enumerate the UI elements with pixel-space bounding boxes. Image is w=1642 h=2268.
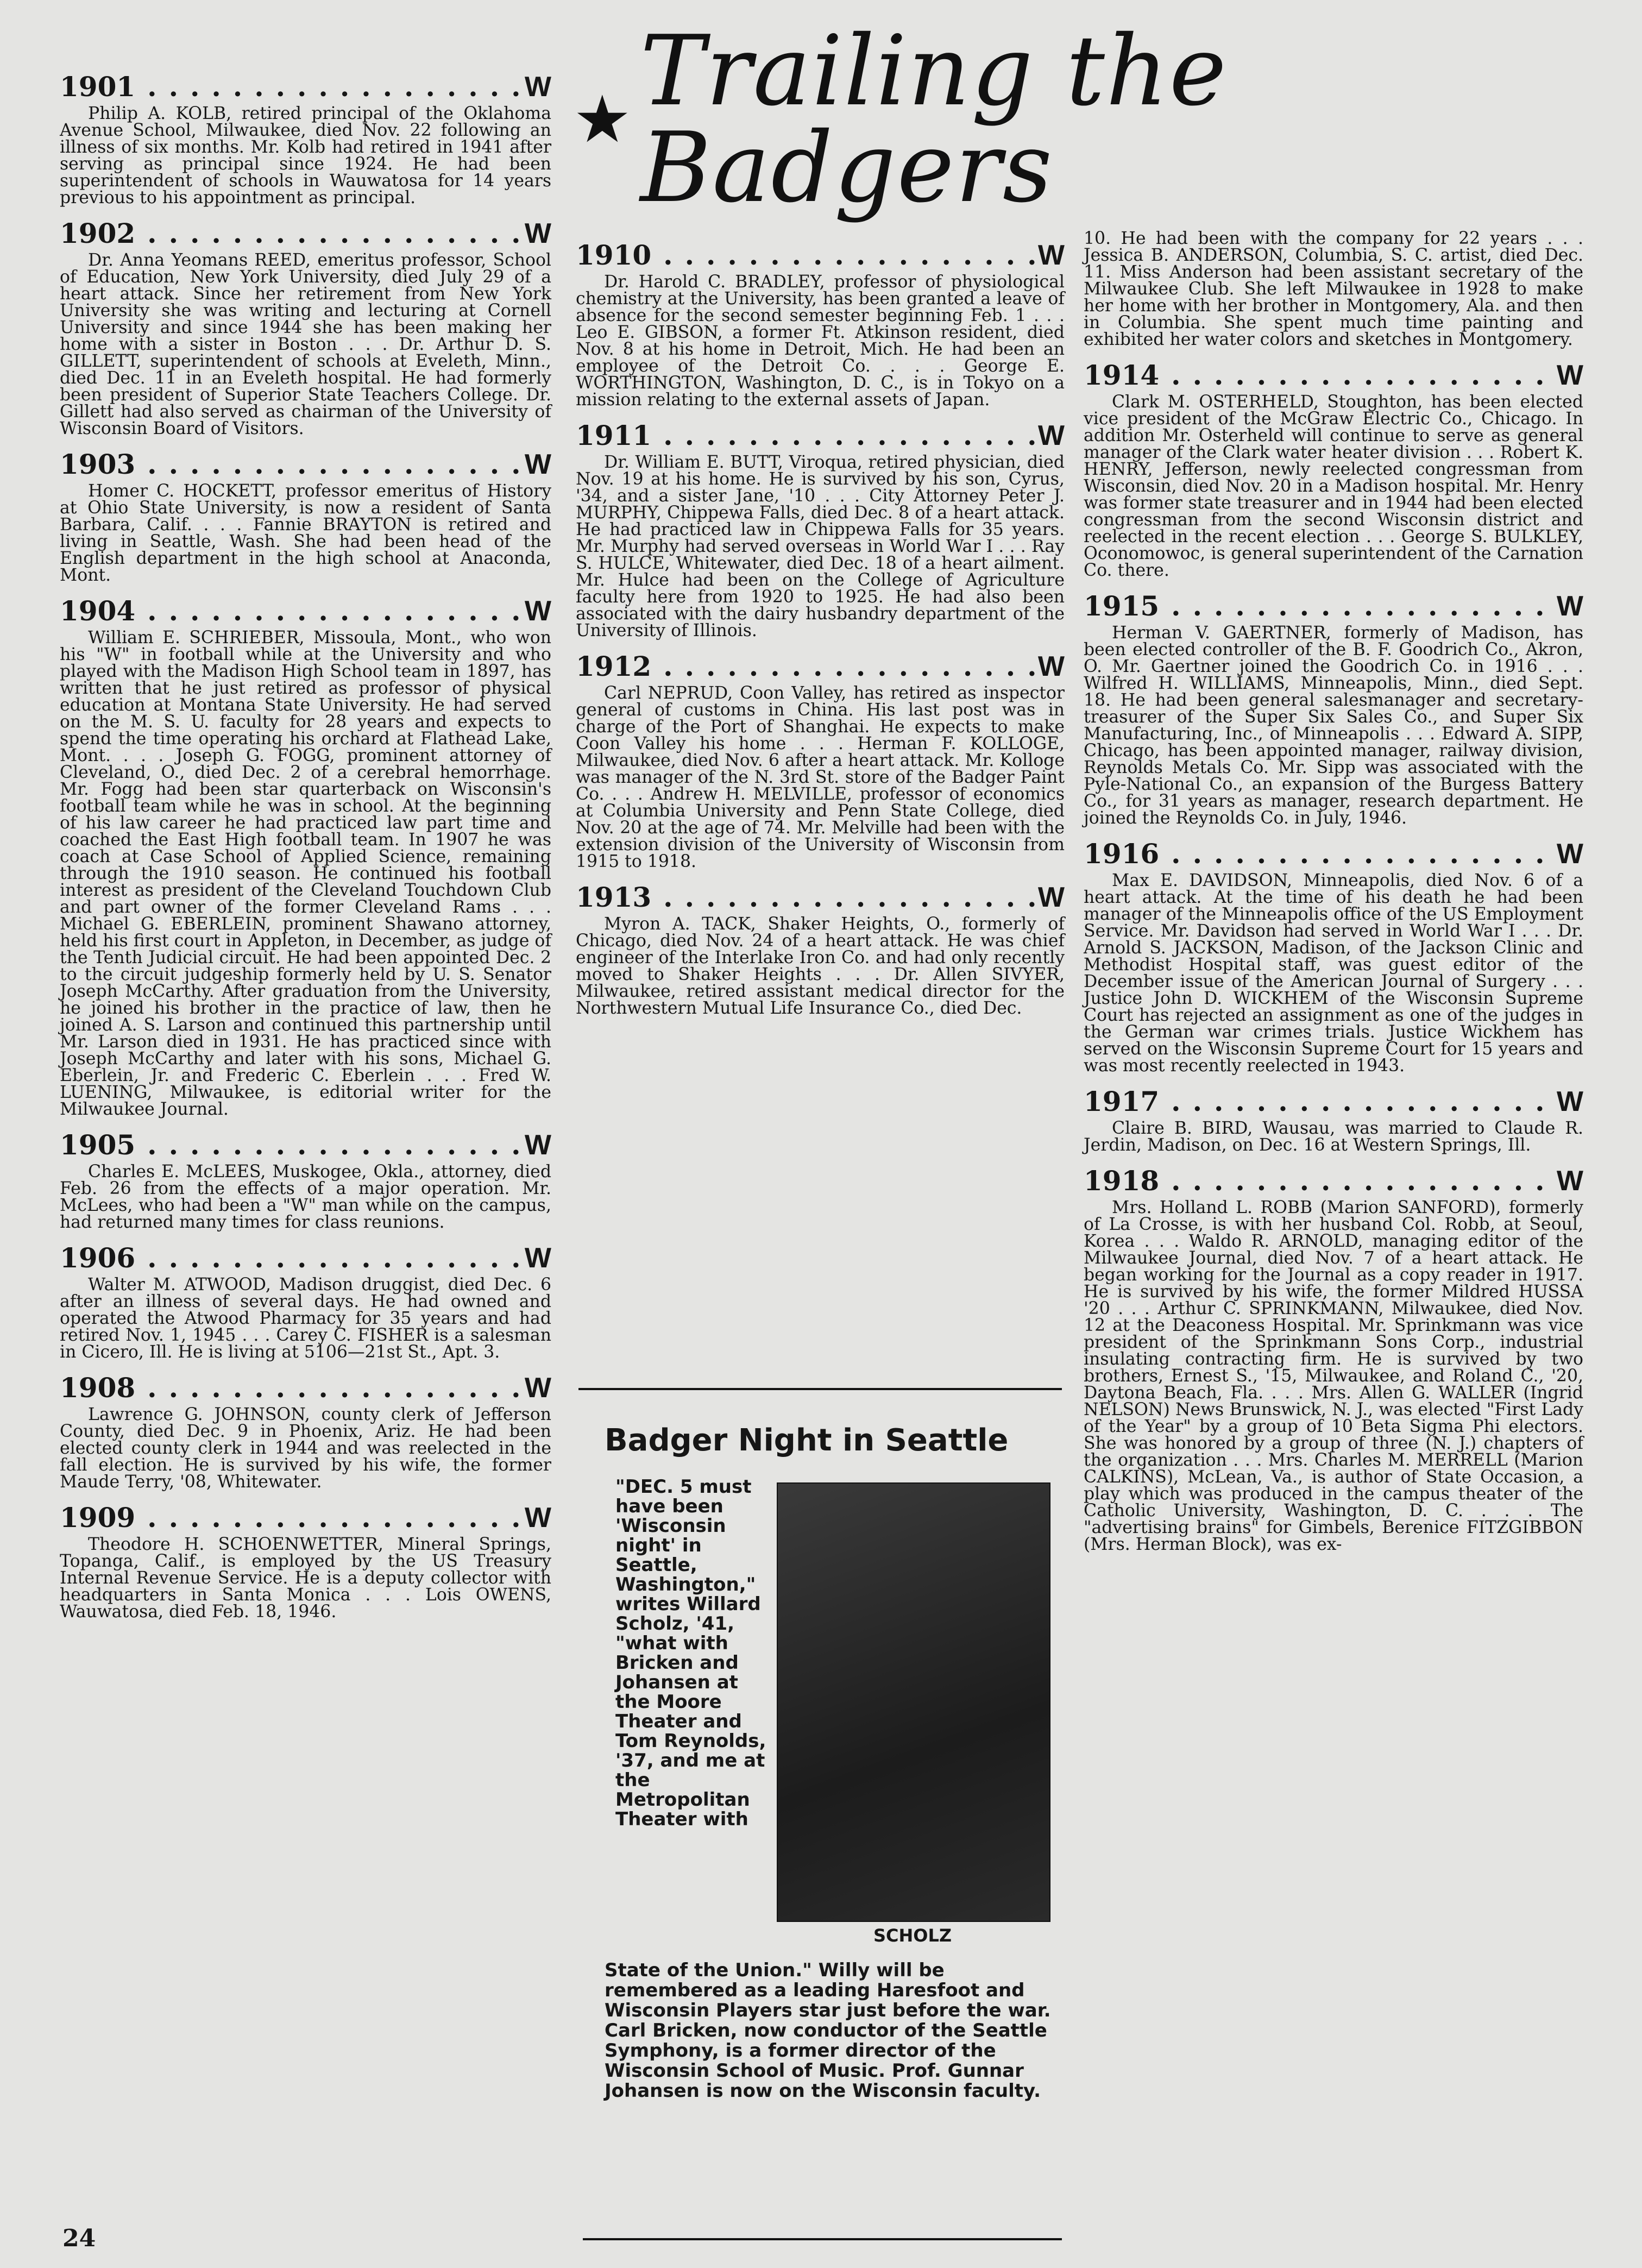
leader-dots: [651, 881, 1038, 914]
leader-dots: [651, 239, 1038, 272]
class-year: 1906: [60, 1242, 136, 1274]
page-number: 24: [62, 2225, 96, 2252]
sidebar-body-text: State of the Union." Willy will be remembered as a leading Haresfoot and Wisconsin Players star just before the war. Carl Bricken, now conductor of the Seattle Symphony, is a former director of the Wisconsin School of Music. Prof. Gunnar Johansen is now on the Wisconsin faculty.: [605, 1959, 1051, 2102]
class-year: 1912: [576, 650, 652, 682]
leader-dots: [135, 595, 525, 627]
w-mark: W: [524, 1242, 551, 1274]
class-year-heading: [60, 1372, 551, 1404]
class-year-heading: [60, 71, 551, 103]
alumni-note: Dr. Anna Yeomans REED, emeritus professor, School of Education, New York University, died July 29 of a heart attack. Since her retirement from New York University she was writing and lecturing at Cornell University and since 1944 she has been making her home with a sister in Boston . . . Dr. Arthur D. S. GILLETT, superintendent of schools at Eveleth, Minn., died Dec. 11 in an Eveleth hospital. He had formerly been president of Superior State Teachers College. Dr. Gillett had also served as chairman of the University of Wisconsin Board of Visitors.: [60, 250, 551, 438]
leader-dots: [1159, 838, 1557, 870]
class-year: 1911: [576, 419, 652, 451]
class-year: 1914: [1084, 359, 1160, 391]
class-year-heading: [576, 419, 1065, 452]
divider: [583, 2238, 1062, 2240]
w-mark: W: [524, 1372, 551, 1404]
alumni-note: Herman V. GAERTNER, formerly of Madison, has been elected controller of the B. F. Goodrich Co., Akron, O. Mr. Gaertner joined the Goodrich Co. in 1916 . . . Wilfred H. WILLIAMS, Minneapolis, Minn., died Sept. 18. He had been general salesmanager and secretary-treasurer of the Super Six Sales Co., and Super Six Manufacturing, Inc., of Minneapolis . . . Edward A. SIPP, Chicago, has been appointed manager, railway division, Reynolds Metals Co. Mr. Sipp was associated with the Pyle-National Co., an expansion of the Burgess Battery Co., for 31 years as manager, research department. He joined the Reynolds Co. in July, 1946.: [1084, 623, 1583, 828]
alumni-note: Clark M. OSTERHELD, Stoughton, has been elected vice president of the McGraw Electric Co., Chicago. In addition Mr. Osterheld will continue to serve as general manager of the Clark water heater division . . . Robert K. HENRY, Jefferson, newly reelected congressman from Wisconsin, died Nov. 20 in a Madison hospital. Mr. Henry was former state treasurer and in 1944 had been elected congressman from the second Wisconsin district and reelected in the recent election . . . George S. BULKLEY, Oconomowoc, is general superintendent of the Carnation Co. there.: [1084, 392, 1583, 580]
column-1: [60, 60, 551, 1625]
w-mark: W: [524, 449, 551, 480]
w-mark: W: [1556, 838, 1583, 870]
w-mark: W: [1037, 420, 1065, 451]
leader-dots: [1159, 590, 1557, 623]
alumni-note: Dr. Harold C. BRADLEY, professor of physiological chemistry at the University, has been granted a leave of absence for the second semester beginning Feb. 1 . . . Leo E. GIBSON, a former Ft. Atkinson resident, died Nov. 8 at his home in Detroit, Mich. He had been an employee of the Detroit Co. . . . George E. WORTHINGTON, Washington, D. C., is in Tokyo on a mission relating to the external assets of Japan.: [576, 272, 1065, 410]
alumni-note: Dr. William E. BUTT, Viroqua, retired physician, died Nov. 19 at his home. He is survived by his son, Cyrus, '34, and a sister Jane, '10 . . . City Attorney Peter J. MURPHY, Chippewa Falls, died Dec. 8 of a heart attack. He had practiced law in Chippewa Falls for 35 years. Mr. Murphy had served overseas in World War I . . . Ray S. HULCE, Whitewater, died Dec. 18 of a heart ailment. Mr. Hulce had been on the College of Agriculture faculty here from 1920 to 1925. He had also been associated with the dairy husbandry department of the University of Illinois.: [576, 453, 1065, 640]
w-mark: W: [524, 595, 551, 627]
class-year-heading: [1084, 838, 1583, 870]
class-year-heading: [60, 1129, 551, 1161]
star-icon: ★: [573, 81, 632, 158]
w-mark: W: [1556, 590, 1583, 622]
leader-dots: [135, 71, 525, 103]
class-year-heading: [60, 217, 551, 250]
w-mark: W: [524, 1502, 551, 1534]
w-mark: W: [1556, 1086, 1583, 1117]
alumni-note: Myron A. TACK, Shaker Heights, O., formerly of Chicago, died Nov. 24 of a heart attack. He was chief engineer of the Interlake Iron Co. and had only recently moved to Shaker Heights . . . Dr. Allen SIVYER, Milwaukee, retired assistant medical director for the Northwestern Mutual Life Insurance Co., died Dec.: [576, 914, 1065, 1018]
alumni-note: Theodore H. SCHOENWETTER, Mineral Springs, Topanga, Calif., is employed by the US Treasury Internal Revenue Service. He is a deputy collector with headquarters in Santa Monica . . . Lois OWENS, Wauwatosa, died Feb. 18, 1946.: [60, 1535, 551, 1622]
alumni-note: William E. SCHRIEBER, Missoula, Mont., who won his "W" in football while at the University and who played with the Madison High School team in 1897, has written that he just retired as professor of physical education at Montana State University. He had served on the M. S. U. faculty for 28 years and expects to spend the time operating his orchard at Flathead Lake, Mont. . . . Joseph G. FOGG, prominent attorney of Cleveland, O., died Dec. 2 of a cerebral hemorrhage. Mr. Fogg had been star quarterback on Wisconsin's football team while he was in school. At the beginning of his law career he had practiced law part time and coached the East High football team. In 1907 he was coach at Case School of Applied Science, remaining through the 1910 season. He continued his football interest as president of the Cleveland Touchdown Club and part owner of the former Cleveland Rams . . . Michael G. EBERLEIN, prominent Shawano attorney, held his first court in Appleton, in December, as judge of the Tenth Judicial circuit. He had been appointed Dec. 2 to the circuit judgeship formerly held by U. S. Senator Joseph McCarthy. After graduation from the University, he joined his brother in the practice of law, then he joined A. S. Larson and continued this partnership until Mr. Larson died in 1931. He has practiced since with Joseph McCarthy and later with his sons, Michael G. Eberlein, Jr. and Frederic C. Eberlein . . . Fred W. LUENING, Milwaukee, is editorial writer for the Milwaukee Journal.: [60, 628, 551, 1119]
leader-dots: [651, 650, 1038, 683]
alumni-note: Mrs. Holland L. ROBB (Marion SANFORD), formerly of La Crosse, is with her husband Col. Robb, at Seoul, Korea . . . Waldo R. ARNOLD, managing editor of the Milwaukee Journal, died Nov. 7 of a heart attack. He began working for the Journal as a copy reader in 1917. He is survived by his wife, the former Mildred HUSSA '20 . . . Arthur C. SPRINKMANN, Milwaukee, died Nov. 12 at the Deaconess Hospital. Mr. Sprinkmann was vice president of the Sprinkmann Sons Corp., industrial insulating contracting firm. He is survived by two brothers, Ernest S., '15, Milwaukee, and Roland C., '20, Daytona Beach, Fla. . . . Mrs. Allen G. WALLER (Ingrid NELSON) News Brunswick, N. J., was elected "First Lady of the Year" by a group of 10 Beta Sigma Phi electors. She was honored by a group of three (N. J.) chapters of the organization . . . Mrs. Charles M. MERRELL (Marion CALKINS), McLean, Va., is author of State Occasion, a play which was produced in the campus theater of the Catholic University, Washington, D. C. . . . The "advertising brains" for Gimbels, Berenice FITZGIBBON (Mrs. Herman Block), was ex-: [1084, 1198, 1583, 1554]
leader-dots: [135, 1501, 525, 1534]
w-mark: W: [1556, 360, 1583, 391]
column-2: [576, 228, 1065, 1021]
w-mark: W: [524, 218, 551, 249]
photo-caption: SCHOLZ: [873, 1925, 952, 1946]
alumni-note: Claire B. BIRD, Wausau, was married to Claude R. Jerdin, Madison, on Dec. 16 at Western Springs, Ill.: [1084, 1119, 1583, 1155]
w-mark: W: [524, 1129, 551, 1161]
alumni-note: Walter M. ATWOOD, Madison druggist, died Dec. 6 after an illness of several days. He had owned and operated the Atwood Pharmacy for 35 years and had retired Nov. 1, 1945 . . . Carey C. FISHER is a salesman in Cicero, Ill. He is living at 5106—21st St., Apt. 3.: [60, 1275, 551, 1362]
w-mark: W: [1037, 651, 1065, 682]
w-mark: W: [1037, 240, 1065, 271]
class-year: 1913: [576, 881, 652, 913]
leader-dots: [1159, 1085, 1557, 1118]
class-year-heading: [576, 650, 1065, 683]
class-year-heading: [1084, 1085, 1583, 1118]
class-year: 1915: [1084, 590, 1160, 622]
class-year: 1910: [576, 239, 652, 271]
class-year: 1904: [60, 595, 136, 627]
class-year: 1908: [60, 1372, 136, 1404]
class-year-heading: [60, 1242, 551, 1274]
class-year-heading: [576, 239, 1065, 272]
alumni-note: Lawrence G. JOHNSON, county clerk of Jefferson County, died Dec. 9 in Phoenix, Ariz. He had been elected county clerk in 1944 and was reelected in the fall election. He is survived by his wife, the former Maude Terry, '08, Whitewater.: [60, 1405, 551, 1492]
leader-dots: [135, 1372, 525, 1404]
class-year-heading: [1084, 359, 1583, 392]
sidebar-title: Badger Night in Seattle: [605, 1423, 1009, 1458]
alumni-note: Carl NEPRUD, Coon Valley, has retired as inspector general of customs in China. His last post was in charge of the Port of Shanghai. He expects to make Coon Valley his home . . . Herman F. KOLLOGE, Milwaukee, died Nov. 6 after a heart attack. Mr. Kolloge was manager of the N. 3rd St. store of the Badger Paint Co. . . . Andrew H. MELVILLE, professor of economics at Columbia University and Penn State College, died Nov. 20 at the age of 74. Mr. Melville had been with the extension division of the University of Wisconsin from 1915 to 1918.: [576, 683, 1065, 871]
w-mark: W: [1037, 882, 1065, 913]
section-title: Trailing the Badgers: [640, 15, 1228, 224]
column-3: [1084, 228, 1583, 1557]
sidebar-lead-text: "DEC. 5 must have been 'Wisconsin night' in Seattle, Washington," writes Willard Scholz, '41, "what with Bricken and Johansen at the Moore Theater and Tom Reynolds, '37, and me at the Metropolitan Theater with: [615, 1476, 766, 1830]
class-year: 1916: [1084, 838, 1160, 870]
class-year-heading: [60, 1501, 551, 1534]
continued-entry: 10. He had been with the company for 22 years . . . Jessica B. ANDERSON, Columbia, S. C. artist, died Dec. 11. Miss Anderson had been assistant secretary of the Milwaukee Club. She left Milwaukee in 1928 to make her home with her brother in Montgomery, Ala. and then in Columbia. She spent much time painting and exhibited her water colors and sketches in Montgomery.: [1084, 229, 1583, 349]
sidebar-article: [578, 1388, 1062, 2240]
class-year-heading: [60, 448, 551, 481]
portrait-photo: [777, 1482, 1050, 1922]
w-mark: W: [1556, 1165, 1583, 1197]
class-year: 1905: [60, 1129, 136, 1161]
leader-dots: [651, 419, 1038, 452]
class-year: 1917: [1084, 1085, 1160, 1117]
leader-dots: [135, 1129, 525, 1161]
leader-dots: [135, 448, 525, 481]
alumni-note: Homer C. HOCKETT, professor emeritus of History at Ohio State University, is now a resident of Santa Barbara, Calif. . . . Fannie BRAYTON is retired and living in Seattle, Wash. She had been head of the English department in the high school at Anaconda, Mont.: [60, 481, 551, 585]
class-year: 1901: [60, 71, 136, 103]
alumni-note: Charles E. McLEES, Muskogee, Okla., attorney, died Feb. 26 from the effects of a major operation. Mr. McLees, who had been a "W" man while on the campus, had returned many times for class reunions.: [60, 1162, 551, 1232]
leader-dots: [135, 217, 525, 250]
leader-dots: [135, 1242, 525, 1274]
leader-dots: [1159, 1165, 1557, 1197]
leader-dots: [1159, 359, 1557, 392]
class-year: 1903: [60, 448, 136, 480]
class-year: 1909: [60, 1501, 136, 1534]
class-year: 1918: [1084, 1165, 1160, 1197]
alumni-note: Max E. DAVIDSON, Minneapolis, died Nov. 6 of a heart attack. At the time of his death he had been manager of the Minneapolis office of the US Employment Service. Mr. Davidson had served in World War I . . . Dr. Arnold S. JACKSON, Madison, of the Jackson Clinic and Methodist Hospital staff, was guest editor of the December issue of the American Journal of Surgery . . . Justice John D. WICKHEM of the Wisconsin Supreme Court has rejected an assignment as one of the judges in the German war crimes trials. Justice Wickhem has served on the Wisconsin Supreme Court for 15 years and was most recently reelected in 1943.: [1084, 871, 1583, 1076]
class-year: 1902: [60, 217, 136, 249]
class-year-heading: [576, 881, 1065, 914]
class-year-heading: [1084, 590, 1583, 623]
w-mark: W: [524, 71, 551, 103]
alumni-note: Philip A. KOLB, retired principal of the Oklahoma Avenue School, Milwaukee, died Nov. 22 following an illness of six months. Mr. Kolb had retired in 1941 after serving as principal since 1924. He had been superintendent of schools in Wauwatosa for 14 years previous to his appointment as principal.: [60, 104, 551, 208]
section-banner: [573, 15, 1594, 224]
class-year-heading: [1084, 1165, 1583, 1197]
class-year-heading: [60, 595, 551, 627]
